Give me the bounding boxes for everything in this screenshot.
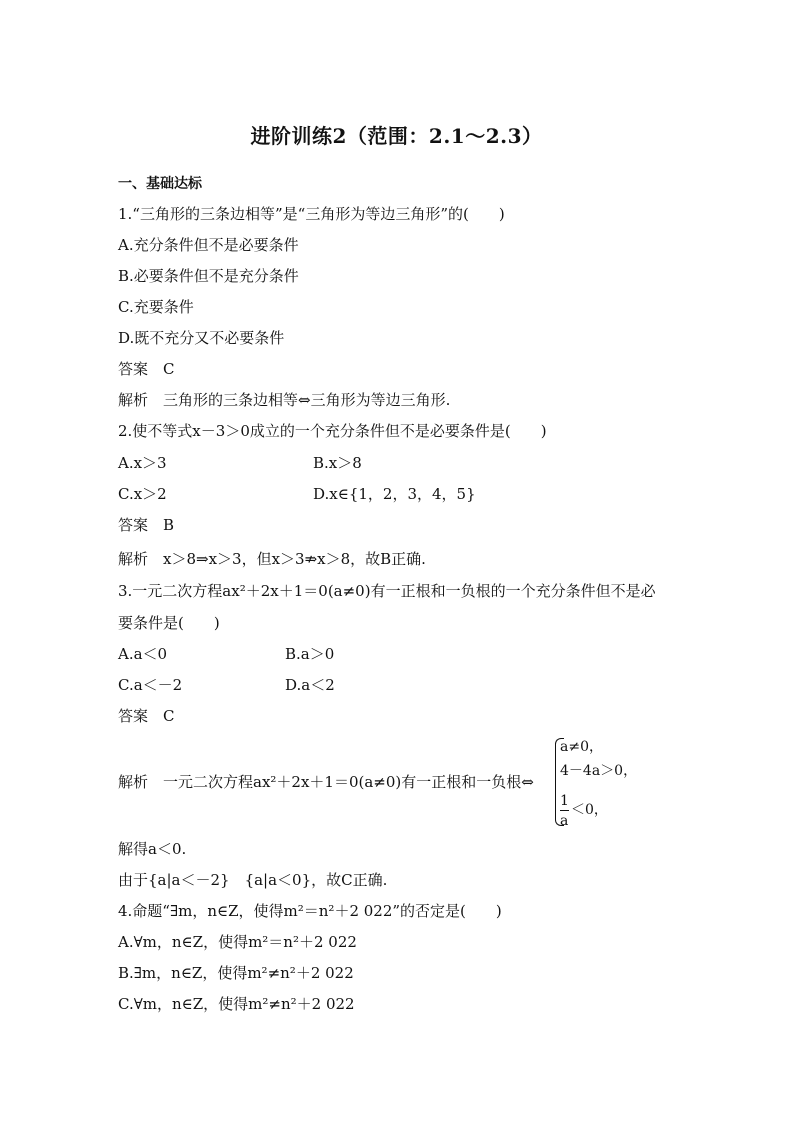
q3-analysis: 解析 一元二次方程ax²＋2x＋1＝0(a≠0)有一正根和一负根⇔: [118, 773, 534, 791]
system-line-3-rest: ＜0，: [571, 802, 608, 818]
q4-option-b: B.∃m，n∈Z，使得m²≠n²＋2 022: [118, 964, 354, 982]
q3-option-a: A.a＜0: [118, 645, 168, 663]
q1-stem: 1.“三角形的三条边相等”是“三角形为等边三角形”的( ): [118, 205, 505, 223]
q1-option-c: C.充要条件: [118, 298, 194, 316]
page-title: 进阶训练2（范围：2.1～2.3）: [250, 124, 543, 148]
q3-since: 由于{a|a＜－2} {a|a＜0}，故C正确.: [118, 871, 388, 889]
q2-option-b: B.x＞8: [313, 454, 362, 472]
q2-option-d: D.x∈{1，2，3，4，5}: [313, 485, 476, 503]
q2-stem: 2.使不等式x－3＞0成立的一个充分条件但不是必要条件是( ): [118, 422, 547, 440]
system-line-3-denominator: a: [560, 813, 569, 829]
q3-stem-line2: 要条件是( ): [118, 614, 220, 632]
q1-option-a: A.充分条件但不是必要条件: [118, 236, 299, 254]
q3-answer: 答案 C: [118, 707, 175, 725]
q1-analysis: 解析 三角形的三条边相等⇔三角形为等边三角形.: [118, 391, 451, 409]
q2-analysis: 解析 x＞8⇒x＞3，但x＞3⇏x＞8，故B正确.: [118, 550, 426, 568]
q3-option-c: C.a＜－2: [118, 676, 183, 694]
q2-answer: 答案 B: [118, 516, 175, 534]
section-heading: 一、基础达标: [118, 176, 202, 192]
system-line-1: a≠0，: [560, 739, 603, 755]
q3-solve: 解得a＜0.: [118, 840, 187, 858]
q4-option-a: A.∀m，n∈Z，使得m²＝n²＋2 022: [118, 933, 357, 951]
q1-option-d: D.既不充分又不必要条件: [118, 329, 285, 347]
q1-answer: 答案 C: [118, 360, 175, 378]
q3-option-d: D.a＜2: [285, 676, 335, 694]
fraction-bar: [560, 810, 569, 811]
q2-option-a: A.x＞3: [118, 454, 167, 472]
system-line-3-numerator: 1: [560, 793, 569, 809]
q2-option-c: C.x＞2: [118, 485, 167, 503]
q3-stem-line1: 3.一元二次方程ax²＋2x＋1＝0(a≠0)有一正根和一负根的一个充分条件但不是必: [118, 582, 656, 600]
q3-option-b: B.a＞0: [285, 645, 335, 663]
q4-stem: 4.命题“∃m，n∈Z，使得m²＝n²＋2 022”的否定是( ): [118, 902, 502, 920]
q4-option-c: C.∀m，n∈Z，使得m²≠n²＋2 022: [118, 995, 355, 1013]
q1-option-b: B.必要条件但不是充分条件: [118, 267, 299, 285]
system-line-2: 4－4a＞0，: [560, 763, 638, 779]
